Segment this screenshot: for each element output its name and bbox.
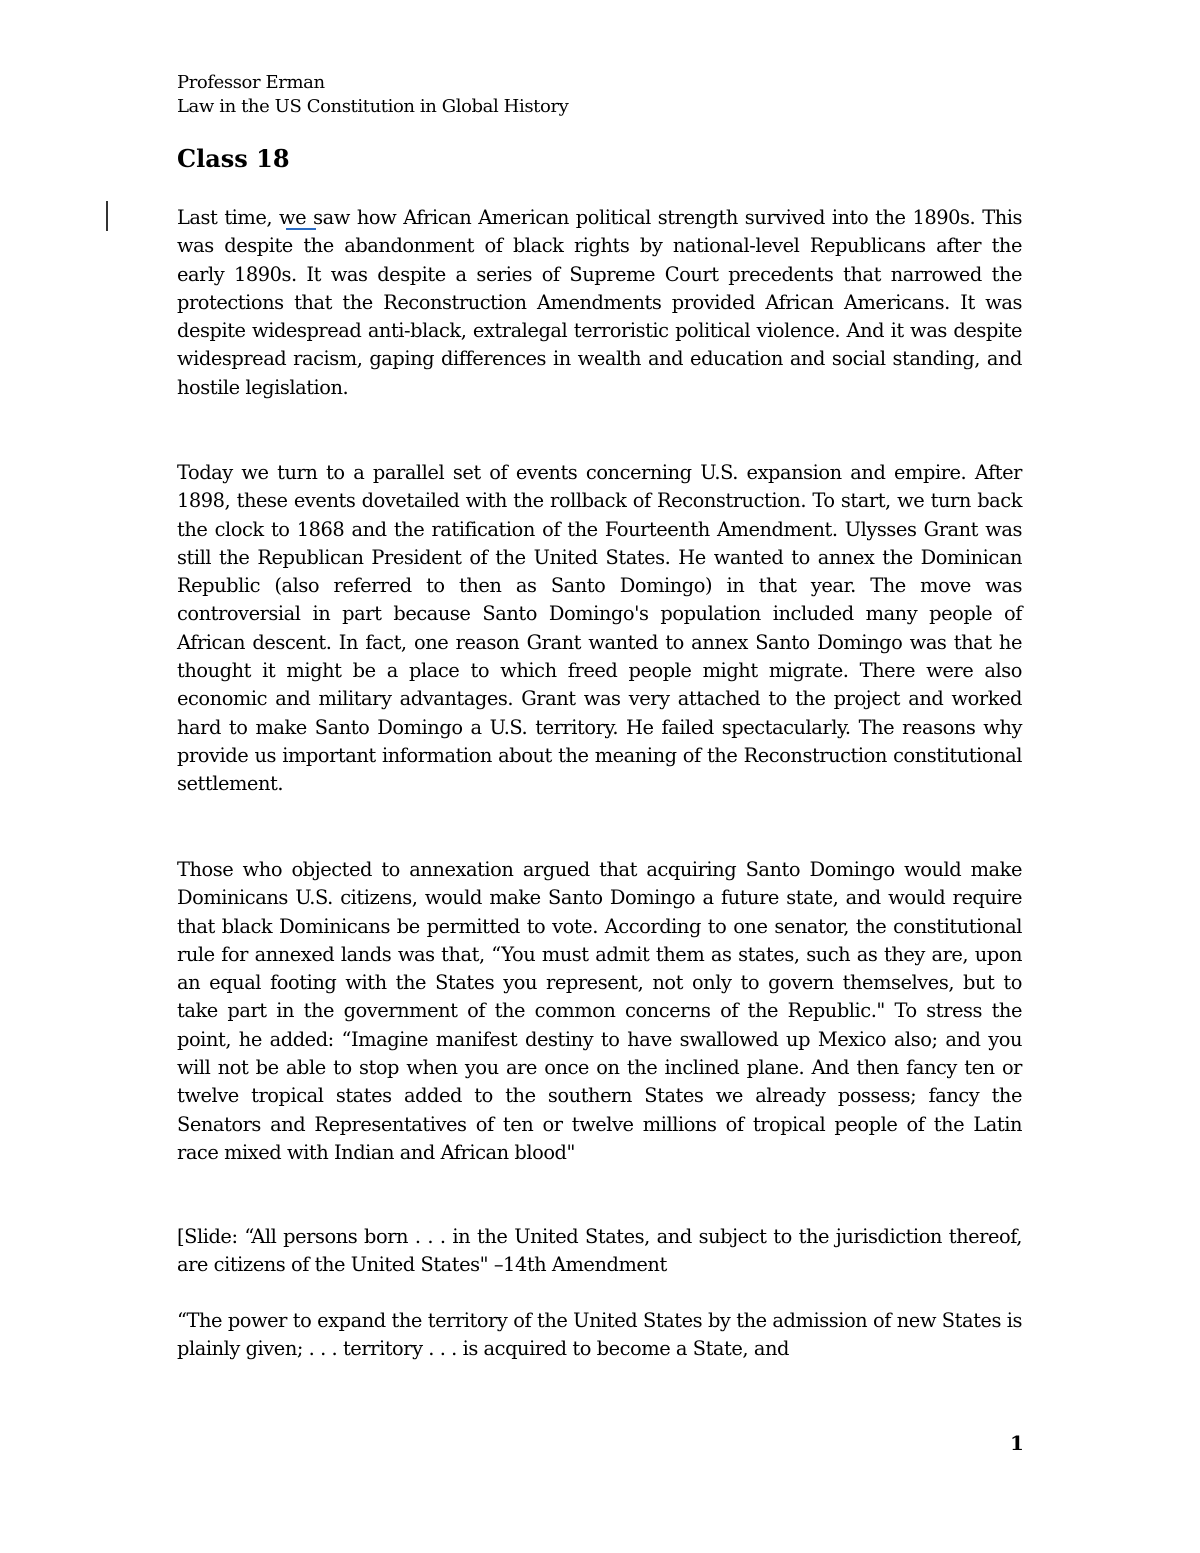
- header-course: Law in the US Constitution in Global History: [177, 96, 569, 117]
- paragraph-4: [Slide: “All persons born . . . in the United States, and subject to the jurisdiction thereof, are citizens of the United States" –14th Amendment: [177, 1225, 1022, 1277]
- page-number: 1: [1010, 1431, 1024, 1455]
- paragraph-5: “The power to expand the territory of the United States by the admission of new States is plainly given; . . . territory . . . is acquired to become a State, and: [177, 1309, 1022, 1361]
- paragraph-3: Those who objected to annexation argued that acquiring Santo Domingo would make Dominicans U.S. citizens, would make Santo Domingo a future state, and would require that black Dominicans be permitted to vote. According to one senator, the constitutional rule for annexed lands was that, “You must admit them as states, such as they are, upon an equal footing with the States you represent, not only to govern themselves, but to take part in the government of the common concerns of the Republic." To stress the point, he added: “Imagine manifest destiny to have swallowed up Mexico also; and you will not be able to stop when you are once on the inclined plane. And then fancy ten or twelve tropical states added to the southern States we already possess; fancy the Senators and Representatives of ten or twelve millions of tropical people of the Latin race mixed with Indian and African blood": [177, 858, 1022, 1164]
- header-author: Professor Erman: [177, 72, 325, 93]
- paragraph-2: Today we turn to a parallel set of events concerning U.S. expansion and empire. After 1898, these events dovetailed with the rollback of Reconstruction. To start, we turn back the clock to 1868 and the ratification of the Fourteenth Amendment. Ulysses Grant was still the Republican President of the United States. He wanted to annex the Dominican Republic (also referred to then as Santo Domingo) in that year. The move was controversial in part because Santo Domingo's population included many people of African descent. In fact, one reason Grant wanted to annex Santo Domingo was that he thought it might be a place to which freed people might migrate. There were also economic and military advantages. Grant was very attached to the project and worked hard to make Santo Domingo a U.S. territory. He failed spectacularly. The reasons why provide us important information about the meaning of the Reconstruction constitutional settlement.: [177, 461, 1022, 796]
- revision-bar: [106, 201, 108, 231]
- page-title: Class 18: [177, 144, 290, 173]
- paragraph-1: Last time, we saw how African American political strength survived into the 1890s. This was despite the abandonment of black rights by national-level Republicans after the early 1890s. It was despite a series of Supreme Court precedents that narrowed the protections that the Reconstruction Amendments provided African Americans. It was despite widespread anti-black, extralegal terroristic political violence. And it was despite widespread racism, gaping differences in wealth and education and social standing, and hostile legislation.: [177, 206, 1022, 399]
